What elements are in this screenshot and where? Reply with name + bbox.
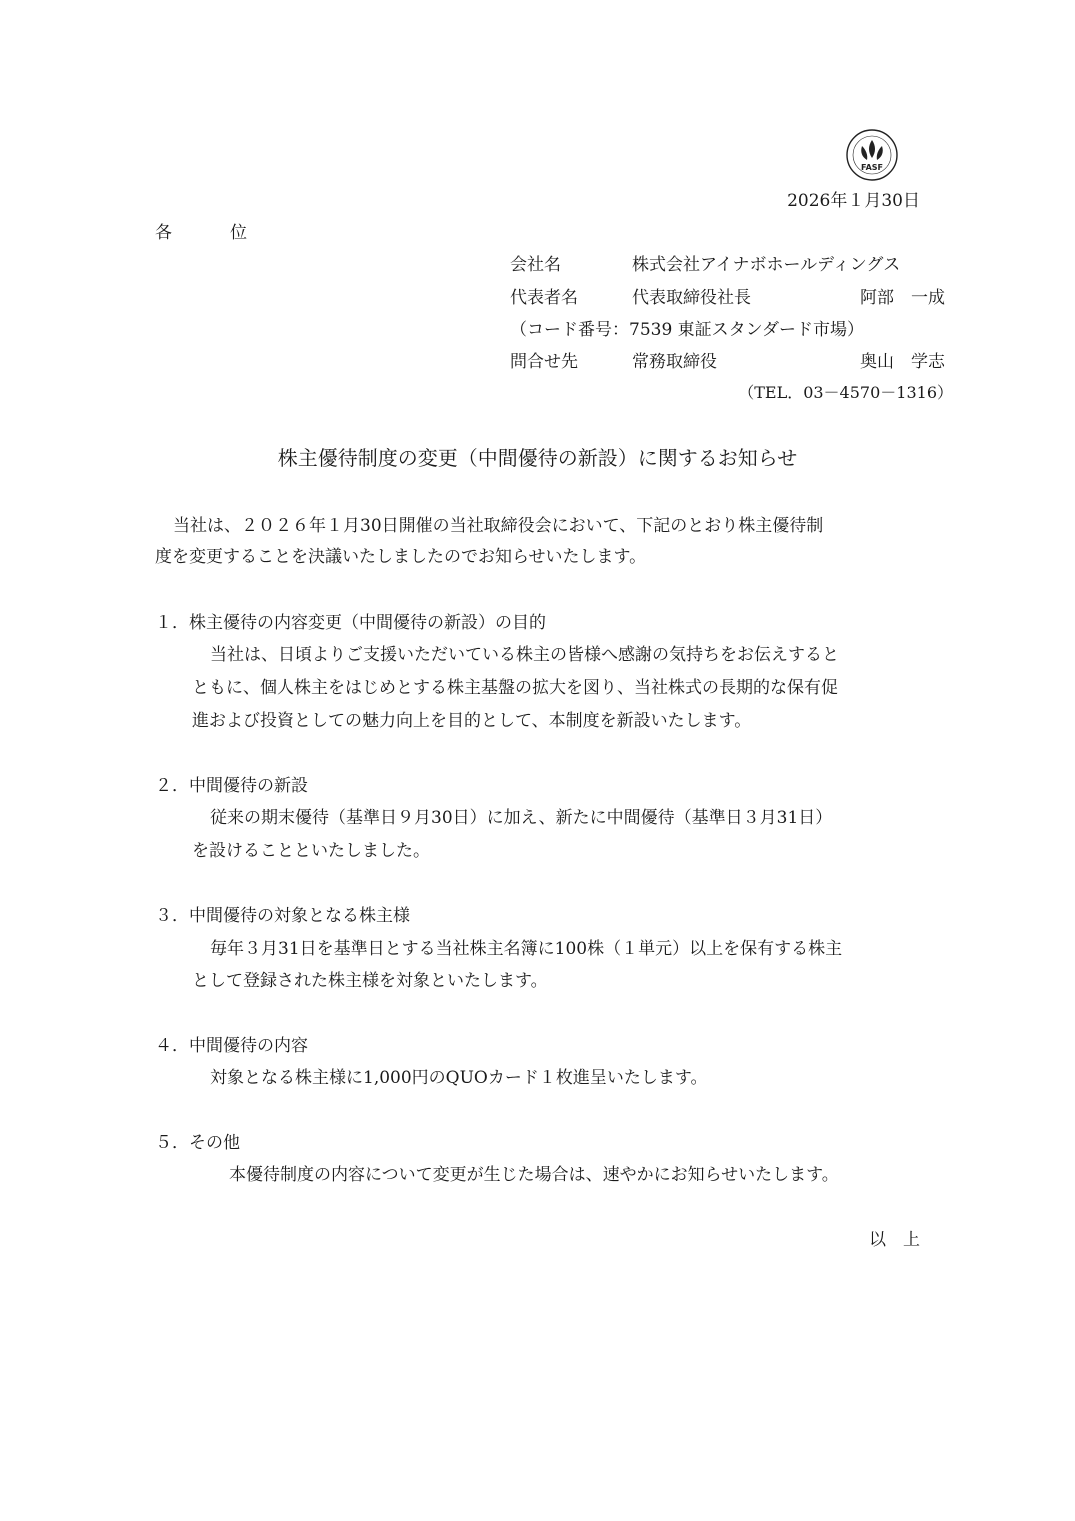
intro-line-2: 度を変更することを決議いたしましたのでお知らせいたします。: [155, 547, 647, 567]
representative-name: 阿部 一成: [860, 288, 945, 308]
section-3-heading: ３．中間優待の対象となる株主様: [155, 906, 410, 926]
section-1-heading: １．株主優待の内容変更（中間優待の新設）の目的: [155, 613, 546, 633]
contact-label: 問合せ先: [510, 352, 578, 372]
addressee-first: 各: [155, 223, 172, 243]
section-2-line-1: 従来の期末優待（基準日９月30日）に加え、新たに中間優待（基準日３月31日）: [210, 808, 833, 828]
stock-code-line: （コード番号：7539 東証スタンダード市場）: [510, 320, 864, 340]
section-1-line-2: ともに、個人株主をはじめとする株主基盤の拡大を図り、当社株式の長期的な保有促: [192, 678, 838, 698]
section-3-line-1: 毎年３月31日を基準日とする当社株主名簿に100株（１単元）以上を保有する株主: [210, 939, 843, 959]
section-2-line-2: を設けることといたしました。: [192, 841, 430, 861]
section-5-line-1: 本優待制度の内容について変更が生じた場合は、速やかにお知らせいたします。: [229, 1165, 839, 1185]
representative-title: 代表取締役社長: [632, 288, 751, 308]
contact-name: 奥山 学志: [860, 352, 945, 372]
contact-title: 常務取締役: [632, 352, 717, 372]
logo-text: FASF: [861, 163, 883, 172]
company-name-value: 株式会社アイナボホールディングス: [632, 255, 901, 275]
representative-label: 代表者名: [510, 288, 578, 308]
section-3-line-2: として登録された株主様を対象といたします。: [192, 971, 548, 991]
company-name-label: 会社名: [510, 255, 561, 275]
intro-line-1: 当社は、２０２６年１月30日開催の当社取締役会において、下記のとおり株主優待制: [173, 516, 824, 536]
fasf-seal-icon: [845, 128, 899, 182]
addressee-second: 位: [230, 223, 247, 243]
addressee: [155, 218, 247, 243]
closing-text: 以 上: [869, 1230, 920, 1250]
document-date: 2026年１月30日: [787, 191, 920, 211]
section-4-heading: ４．中間優待の内容: [155, 1036, 308, 1056]
section-5-heading: ５．その他: [155, 1133, 240, 1153]
section-1-line-1: 当社は、日頃よりご支援いただいている株主の皆様へ感謝の気持ちをお伝えすると: [210, 645, 839, 665]
section-1-line-3: 進および投資としての魅力向上を目的として、本制度を新設いたします。: [192, 711, 752, 731]
section-4-line-1: 対象となる株主様に1,000円のQUOカード１枚進呈いたします。: [210, 1068, 708, 1088]
document-title: 株主優待制度の変更（中間優待の新設）に関するお知らせ: [277, 446, 798, 470]
section-2-heading: ２．中間優待の新設: [155, 776, 308, 796]
contact-tel: （TEL．03－4570－1316）: [738, 383, 953, 402]
